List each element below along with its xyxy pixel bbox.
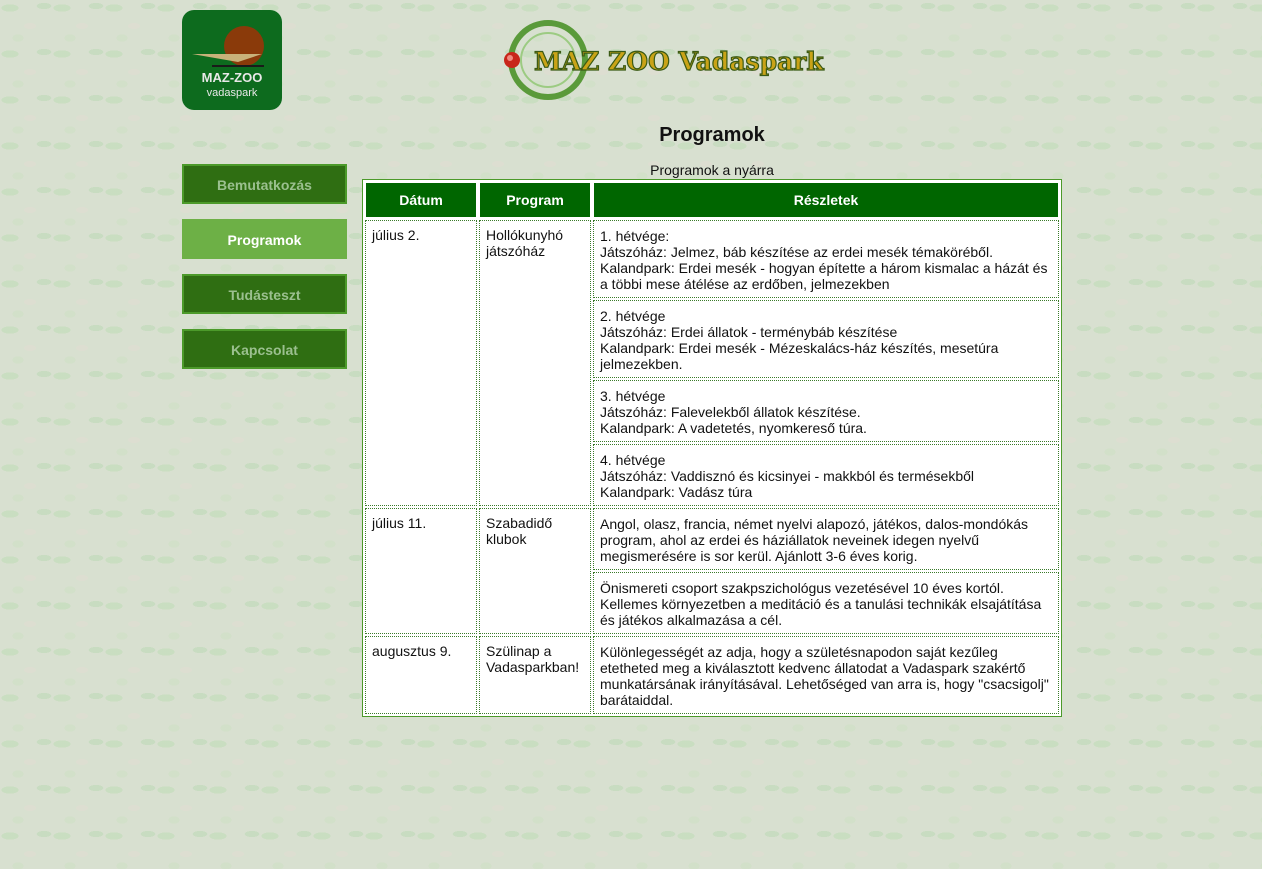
nav-kapcsolat[interactable]: Kapcsolat xyxy=(182,329,347,369)
programs-section xyxy=(362,162,1062,717)
header-date: Dátum xyxy=(365,182,477,218)
details-line: Játszóház: Jelmez, báb készítése az erdei mesék témaköréből. xyxy=(600,244,993,260)
table-row xyxy=(365,636,1059,714)
program-cell: Szülinap a Vadasparkban! xyxy=(479,636,591,714)
details-cell xyxy=(593,380,1059,442)
logo-line1: MAZ-ZOO xyxy=(201,70,263,85)
header-details: Részletek xyxy=(593,182,1059,218)
details-line: Játszóház: Vaddisznó és kicsinyei - makkból és termésekből xyxy=(600,468,975,484)
program-cell: Hollókunyhó játszóház xyxy=(479,220,591,506)
details-line: Kalandpark: Erdei mesék - hogyan építette a három kismalac a házát és a többi mese átélése az erdőben, jelmezekben xyxy=(600,260,1048,292)
site-banner xyxy=(500,18,824,104)
details-cell xyxy=(593,300,1059,378)
details-cell xyxy=(593,444,1059,506)
details-line: Játszóház: Erdei állatok - terménybáb készítése xyxy=(600,324,898,340)
details-line: Kalandpark: Erdei mesék - Mézeskalács-ház készítés, mesetúra jelmezekben. xyxy=(600,340,999,372)
details-line: 3. hétvége xyxy=(600,388,666,404)
date-cell: július 11. xyxy=(365,508,477,634)
nav-tudasteszt[interactable]: Tudásteszt xyxy=(182,274,347,314)
nav-bemutatkozas[interactable]: Bemutatkozás xyxy=(182,164,347,204)
date-cell: augusztus 9. xyxy=(365,636,477,714)
details-line: Angol, olasz, francia, német nyelvi alapozó, játékos, dalos-mondókás program, ahol az erdei és háziállatok neveinek idegen nyelvű megismerésére is sor kerül. Ajánlott 3-6 éves korig. xyxy=(600,516,1029,564)
details-line: Kalandpark: Vadász túra xyxy=(600,484,753,500)
mazzoo-logo[interactable] xyxy=(182,10,282,110)
details-line: 2. hétvége xyxy=(600,308,666,324)
details-line: Kalandpark: A vadetetés, nyomkereső túra. xyxy=(600,420,867,436)
details-line: Önismereti csoport szakpszichológus vezetésével 10 éves kortól. Kellemes környezetben a meditáció és a tanulási technikák elsajátítása és játékos alkalmazása a cél. xyxy=(600,580,1042,628)
details-cell xyxy=(593,636,1059,714)
page-title: Programok xyxy=(659,124,765,146)
table-row xyxy=(365,508,1059,570)
details-line: 1. hétvége: xyxy=(600,228,670,244)
details-cell xyxy=(593,508,1059,570)
details-cell xyxy=(593,572,1059,634)
table-header-row xyxy=(365,182,1059,218)
program-cell: Szabadidő klubok xyxy=(479,508,591,634)
details-line: 4. hétvége xyxy=(600,452,666,468)
date-cell: július 2. xyxy=(365,220,477,506)
details-cell xyxy=(593,220,1059,298)
banner-text: MAZ ZOO Vadaspark xyxy=(534,47,824,76)
header-program: Program xyxy=(479,182,591,218)
logo-line2: vadaspark xyxy=(206,87,258,99)
main-nav xyxy=(182,164,347,384)
table-row xyxy=(365,220,1059,298)
programs-table xyxy=(362,179,1062,717)
details-line: Játszóház: Falevelekből állatok készítése. xyxy=(600,404,861,420)
table-caption: Programok a nyárra xyxy=(650,162,774,178)
details-line: Különlegességét az adja, hogy a születésnapodon saját kezűleg etetheted meg a kiválasztott kedvenc állatodat a Vadaspark szakértő munkatársának irányításával. Lehetőséged van arra is, hogy "csacsigolj" barátaiddal. xyxy=(600,644,1049,708)
nav-programok[interactable]: Programok xyxy=(182,219,347,259)
